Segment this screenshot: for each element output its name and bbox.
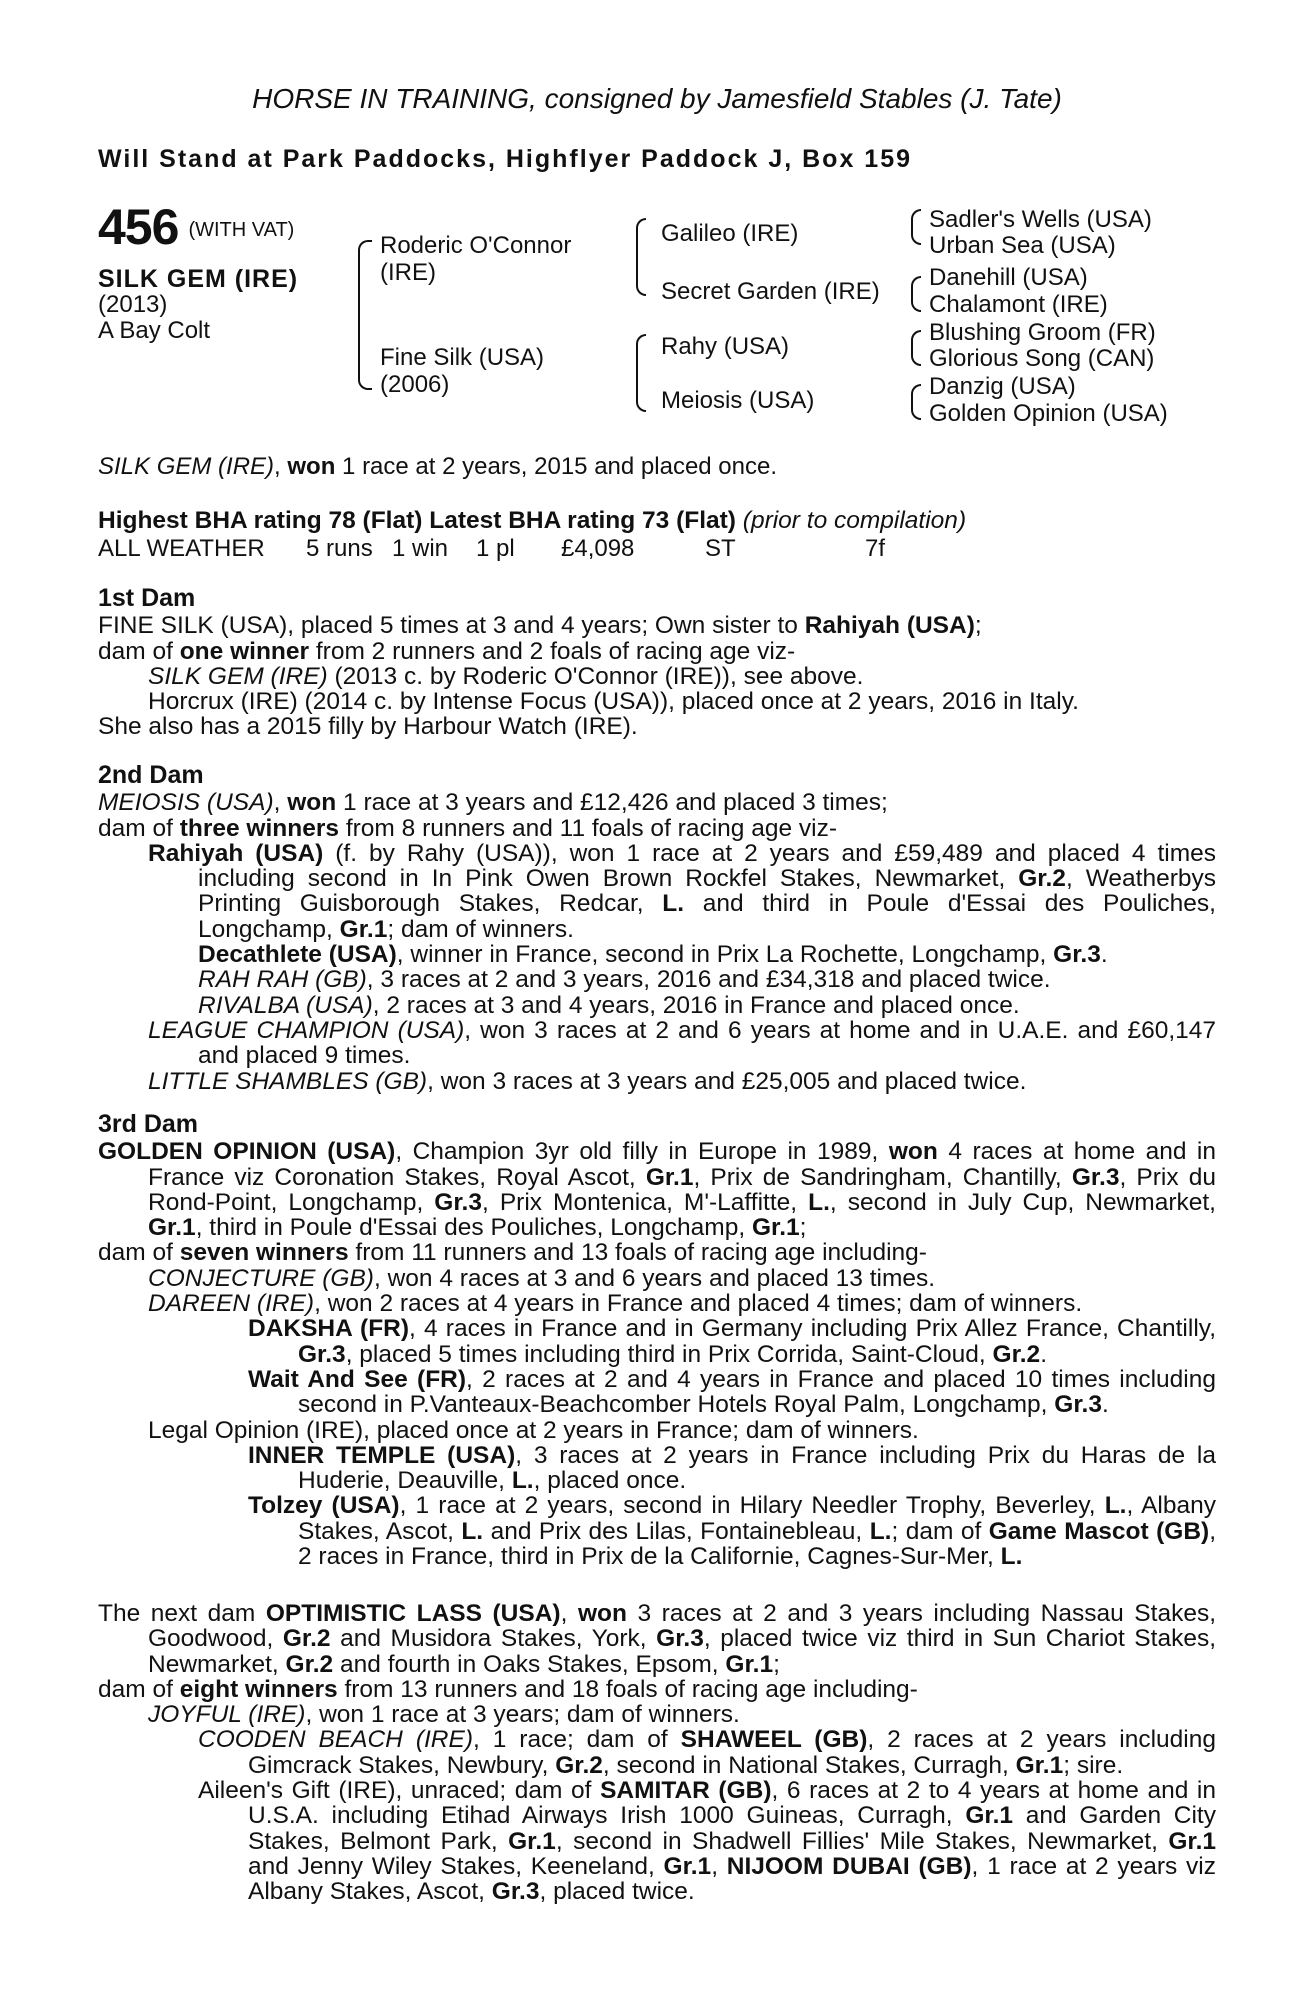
grand-progeny-entry: DAKSHA (FR), 4 races in France and in Germany including Prix Allez France, Chantilly, Gr.3, placed 5 times including third in Prix Corrida, Saint-Cloud, Gr.2. bbox=[248, 1315, 1217, 1368]
progeny-entry: RAH RAH (GB), 3 races at 2 and 3 years, 2016 and £34,318 and placed twice. bbox=[198, 966, 1051, 994]
progeny-entry: DAREEN (IRE), won 2 races at 4 years in France and placed 4 times; dam of winners. bbox=[148, 1290, 1083, 1318]
ds-dam: Glorious Song (CAN) bbox=[929, 345, 1155, 372]
dam1-line2: dam of one winner from 2 runners and 2 foals of racing age viz- bbox=[98, 637, 796, 665]
next-dam-section bbox=[98, 1601, 1216, 1905]
bracket-ssd bbox=[911, 226, 921, 245]
ds-sire: Blushing Groom (FR) bbox=[929, 319, 1156, 346]
bracket-sd bbox=[636, 256, 646, 296]
sd-sire: Danehill (USA) bbox=[929, 264, 1088, 291]
progeny-entry: LITTLE SHAMBLES (GB), won 3 races at 3 years and £25,005 and placed twice. bbox=[148, 1067, 1027, 1095]
sire-sire: Galileo (IRE) bbox=[661, 220, 799, 247]
dam1-line1: FINE SILK (USA), placed 5 times at 3 and 4 years; Own sister to Rahiyah (USA); bbox=[98, 612, 982, 640]
record-wins: 1 win bbox=[392, 535, 449, 562]
section-label: 1st Dam bbox=[98, 584, 196, 612]
dam1-note: She also has a 2015 filly by Harbour Watch (IRE). bbox=[98, 713, 638, 741]
progeny-entry: Aileen's Gift (IRE), unraced; dam of SAMITAR (GB), 6 races at 2 to 4 years at home and in U.S.A. including Etihad Airways Irish 1000 Guineas, Curragh, Gr.1 and Garden City Stakes, Belmont Park, Gr.1, second in Shadwell Fillies' Mile Stakes, Newmarket, Gr.1 and Jenny Wiley Stakes, Keeneland, Gr.1, NIJOOM DUBAI (GB), 1 race at 2 years viz Albany Stakes, Ascot, Gr.3, placed twice. bbox=[198, 1777, 1217, 1906]
ss-dam: Urban Sea (USA) bbox=[929, 232, 1116, 259]
dam2-line1: MEIOSIS (USA), won 1 race at 3 years and £12,426 and placed 3 times; bbox=[98, 789, 888, 817]
bracket-dd bbox=[636, 372, 646, 412]
foaling-year: (2013) bbox=[98, 291, 168, 318]
progeny-entry: LEAGUE CHAMPION (USA), won 3 races at 2 and 6 years at home and in U.A.E. and £60,147 and placed 9 times. bbox=[148, 1016, 1216, 1070]
third-dam-section bbox=[98, 1112, 1216, 1569]
record-going: ST bbox=[705, 535, 736, 562]
sire-dam: Secret Garden (IRE) bbox=[661, 278, 880, 305]
bracket-dsd bbox=[911, 347, 921, 366]
dam3-line1: GOLDEN OPINION (USA), Champion 3yr old filly in Europe in 1989, won 4 races at home and in France viz Coronation Stakes, Royal Ascot, Gr.1, Prix de Sandringham, Chantilly, Gr.3, Prix du Rond-Point, Longchamp, Gr.3, Prix Montenica, M'-Laffitte, L., second in July Cup, Newmarket, Gr.1, third in Poule d'Essai des Pouliches, Longchamp, Gr.1; bbox=[98, 1138, 1217, 1242]
dam-sire: Rahy (USA) bbox=[661, 333, 790, 360]
bracket-ds bbox=[636, 334, 646, 374]
progeny-entry: COODEN BEACH (IRE), 1 race; dam of SHAWEEL (GB), 2 races at 2 years including Gimcrack Stakes, Newbury, Gr.2, second in National Stakes, Curragh, Gr.1; sire. bbox=[198, 1726, 1216, 1779]
progeny-entry: Horcrux (IRE) (2014 c. by Intense Focus (USA)), placed once at 2 years, 2016 in Italy. bbox=[148, 688, 1079, 716]
bha-rating: Highest BHA rating 78 (Flat) Latest BHA rating 73 (Flat) (prior to compilation) bbox=[98, 507, 967, 534]
section-label: 2nd Dam bbox=[98, 761, 204, 789]
horse-description: A Bay Colt bbox=[98, 317, 211, 344]
record-distance: 7f bbox=[865, 535, 886, 562]
sd-dam: Chalamont (IRE) bbox=[929, 291, 1108, 318]
progeny-entry: SILK GEM (IRE) (2013 c. by Roderic O'Connor (IRE)), see above. bbox=[148, 662, 864, 690]
grand-progeny-entry: Tolzey (USA), 1 race at 2 years, second in Hilary Needler Trophy, Beverley, L., Albany Stakes, Ascot, L. and Prix des Lilas, Fontainebleau, L.; dam of Game Mascot (GB), 2 races in France, third in Prix de la Californie, Cagnes-Sur-Mer, L. bbox=[248, 1492, 1216, 1571]
race-summary: SILK GEM (IRE), won 1 race at 2 years, 2015 and placed once. bbox=[98, 453, 778, 480]
record-surface: ALL WEATHER bbox=[98, 535, 265, 562]
progeny-entry: Decathlete (USA), winner in France, second in Prix La Rochette, Longchamp, Gr.3. bbox=[198, 941, 1108, 969]
lot-number: 456 (WITH VAT) bbox=[98, 199, 295, 255]
page-header: HORSE IN TRAINING, consigned by Jamesfield Stables (J. Tate) bbox=[252, 83, 1062, 114]
dd-sire: Danzig (USA) bbox=[929, 373, 1076, 400]
grand-progeny-entry: INNER TEMPLE (USA), 3 races at 2 years in France including Prix du Haras de la Huderie, Deauville, L., placed once. bbox=[248, 1441, 1217, 1495]
pedigree-bracket-dam bbox=[358, 306, 372, 390]
dam-dam: Meiosis (USA) bbox=[661, 387, 815, 414]
pedigree-bracket-sire bbox=[358, 240, 372, 308]
bracket-sdd bbox=[911, 293, 921, 312]
record-prize: £4,098 bbox=[561, 535, 635, 562]
dam: Fine Silk (USA) bbox=[380, 344, 545, 371]
progeny-entry: JOYFUL (IRE), won 1 race at 3 years; dam of winners. bbox=[148, 1701, 740, 1729]
bracket-ddd bbox=[911, 401, 921, 420]
dam2-line2: dam of three winners from 8 runners and 11 foals of racing age viz- bbox=[98, 814, 837, 842]
progeny-entry: CONJECTURE (GB), won 4 races at 3 and 6 years and placed 13 times. bbox=[148, 1264, 936, 1292]
progeny-entry: RIVALBA (USA), 2 races at 3 and 4 years, 2016 in France and placed once. bbox=[198, 991, 1020, 1019]
progeny-entry: Legal Opinion (IRE), placed once at 2 years in France; dam of winners. bbox=[148, 1416, 919, 1444]
ss-sire: Sadler's Wells (USA) bbox=[929, 206, 1152, 233]
first-dam-section bbox=[98, 586, 1216, 740]
record-placed: 1 pl bbox=[476, 535, 515, 562]
section-label: 3rd Dam bbox=[98, 1110, 199, 1138]
bracket-ss bbox=[636, 218, 646, 258]
vat-note: (WITH VAT) bbox=[188, 219, 295, 241]
second-dam-section bbox=[98, 763, 1216, 1094]
dam-year: (2006) bbox=[380, 371, 450, 398]
nextdam-line2: dam of eight winners from 13 runners and 18 foals of racing age including- bbox=[98, 1675, 918, 1703]
progeny-entry: Rahiyah (USA) (f. by Rahy (USA)), won 1 race at 2 years and £59,489 and placed 4 times including second in In Pink Owen Brown Rockfel Stakes, Newmarket, Gr.2, Weatherbys Printing Guisborough Stakes, Redcar, L. and third in Poule d'Essai des Pouliches, Longchamp, Gr.1; dam of winners. bbox=[148, 839, 1217, 943]
dam3-line2: dam of seven winners from 11 runners and 13 foals of racing age including- bbox=[98, 1239, 927, 1267]
horse-name: SILK GEM (IRE) bbox=[98, 265, 299, 293]
dd-dam: Golden Opinion (USA) bbox=[929, 400, 1168, 427]
sire-country: (IRE) bbox=[380, 259, 436, 286]
record-runs: 5 runs bbox=[306, 535, 373, 562]
nextdam-line1: The next dam OPTIMISTIC LASS (USA), won 3 races at 2 and 3 years including Nassau Stakes, Goodwood, Gr.2 and Musidora Stakes, York, Gr.3, placed twice viz third in Sun Chariot Stakes, Newmarket, Gr.2 and fourth in Oaks Stakes, Epsom, Gr.1; bbox=[98, 1600, 1217, 1678]
sire: Roderic O'Connor bbox=[380, 232, 572, 259]
stand-location: Will Stand at Park Paddocks, Highflyer Paddock J, Box 159 bbox=[98, 145, 912, 173]
grand-progeny-entry: Wait And See (FR), 2 races at 2 and 4 years in France and placed 10 times including second in P.Vanteaux-Beachcomber Hotels Royal Palm, Longchamp, Gr.3. bbox=[248, 1365, 1217, 1419]
